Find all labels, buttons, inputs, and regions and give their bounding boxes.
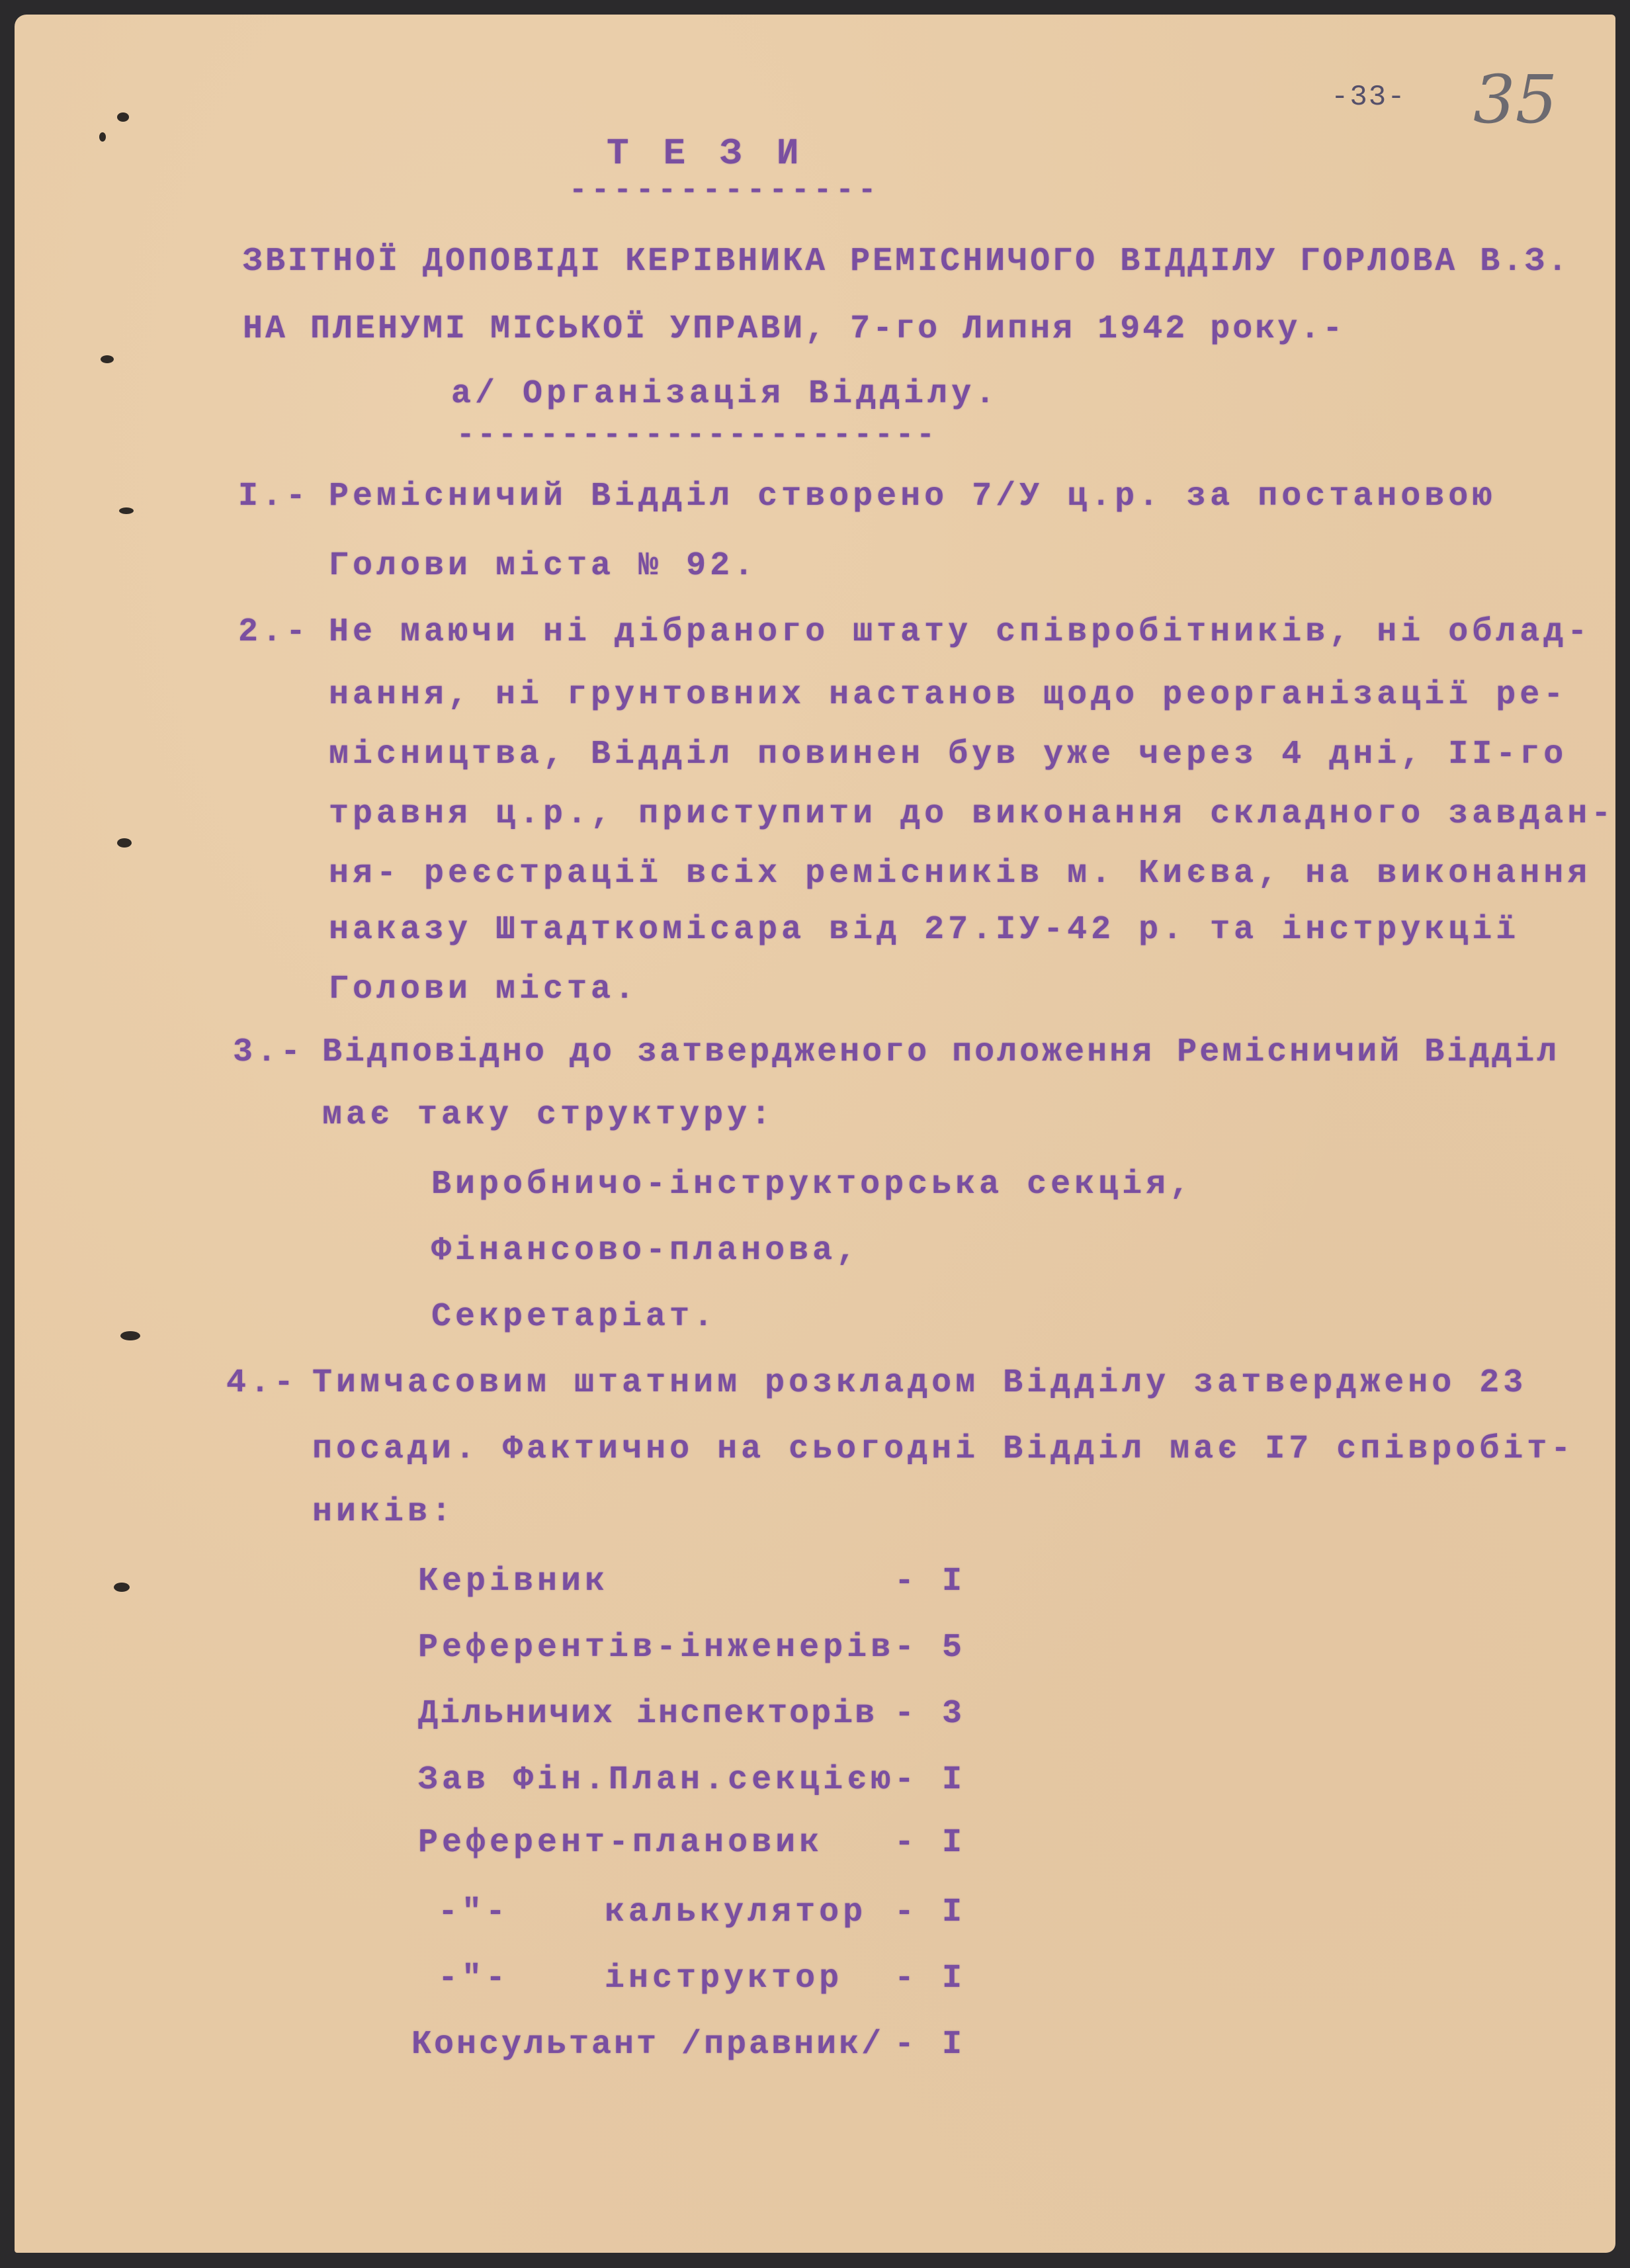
staff-position: -"- інструктор: [438, 1960, 843, 1997]
item-line: наказу Штадткомісара від 27.IУ-42 р. та інструкції: [329, 911, 1520, 949]
item-line: має таку структуру:: [322, 1096, 775, 1134]
staff-position: Референт-плановик: [418, 1824, 824, 1862]
item-number: 3.-: [233, 1033, 305, 1071]
section-heading: а/ Організація Відділу.: [451, 375, 1000, 413]
item-line: місництва, Відділ повинен був уже через 4 дні, II-го: [329, 736, 1568, 773]
item-line: Відповідно до затвердженого положення Ремісничий Відділ: [322, 1033, 1560, 1071]
structure-item: Фінансово-планова,: [431, 1232, 861, 1270]
staff-count: - I: [894, 1563, 966, 1600]
staff-count: - I: [894, 1761, 966, 1799]
item-line: Голови міста № 92.: [329, 547, 758, 585]
section-underline: -----------------------: [456, 418, 937, 453]
subtitle-line-2: НА ПЛЕНУМІ МІСЬКОЇ УПРАВИ, 7-го Липня 1942 року.-: [243, 310, 1346, 348]
paper-speck: [114, 1583, 130, 1592]
page-number-handwritten: 35: [1473, 61, 1558, 138]
paper-speck: [117, 112, 129, 122]
staff-count: - 5: [894, 1629, 966, 1667]
staff-position: -"- калькулятор: [438, 1894, 867, 1931]
item-line: ня- реєстрації всіх ремісників м. Києва, на виконання: [329, 855, 1592, 893]
paper-speck: [99, 132, 106, 142]
paper-speck: [117, 838, 132, 848]
staff-count: - 3: [894, 1695, 966, 1733]
paper-speck: [119, 507, 134, 514]
document-page: [15, 15, 1615, 2253]
item-line: Голови міста.: [329, 971, 639, 1008]
item-line: Ремісничий Відділ створено 7/У ц.р. за постановою: [329, 478, 1496, 515]
staff-position: Зав Фін.План.секцією: [418, 1761, 895, 1799]
paper-speck: [120, 1331, 140, 1340]
staff-position: Керівник: [418, 1563, 609, 1600]
page-number-typed: -33-: [1331, 81, 1406, 114]
staff-position: Референтів-інженерів: [418, 1629, 895, 1667]
document-title: ТЕЗИ: [607, 132, 834, 175]
item-line: травня ц.р., приступити до виконання складного завдан-: [329, 795, 1615, 833]
title-underline: --------------: [569, 173, 880, 208]
item-line: нання, ні грунтовних настанов щодо реорганізації ре-: [329, 676, 1568, 714]
staff-count: - I: [894, 2026, 966, 2064]
item-number: 4.-: [226, 1364, 298, 1402]
item-line: Тимчасовим штатним розкладом Відділу затверджено 23: [312, 1364, 1527, 1402]
item-number: I.-: [238, 478, 310, 515]
item-line: Не маючи ні дібраного штату співробітників, ні облад-: [329, 613, 1592, 651]
item-number: 2.-: [238, 613, 310, 651]
paper-speck: [101, 355, 114, 363]
staff-position: Дільничих інспекторів: [418, 1695, 877, 1733]
item-line: ників:: [312, 1493, 456, 1531]
staff-position: Консультант /правник/: [411, 2026, 884, 2064]
structure-item: Виробничо-інструкторська секція,: [431, 1166, 1194, 1203]
subtitle-line-1: ЗВІТНОЇ ДОПОВІДІ КЕРІВНИКА РЕМІСНИЧОГО ВІДДІЛУ ГОРЛОВА В.З.: [243, 243, 1570, 281]
structure-item: Секретаріат.: [431, 1298, 718, 1336]
staff-count: - I: [894, 1894, 966, 1931]
staff-count: - I: [894, 1960, 966, 1997]
item-line: посади. Фактично на сьогодні Відділ має I7 співробіт-: [312, 1430, 1575, 1468]
staff-count: - I: [894, 1824, 966, 1862]
